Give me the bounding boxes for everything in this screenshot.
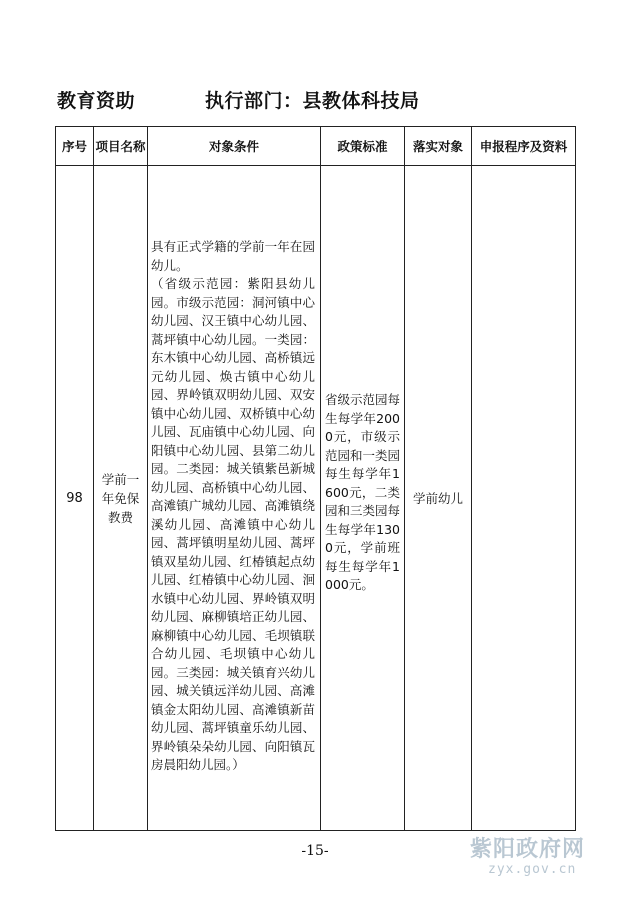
category-title: 教育资助 <box>57 90 136 112</box>
header-standard: 政策标准 <box>321 127 405 166</box>
cell-procedure <box>472 166 576 831</box>
standard-text: 省级示范园每生每学年2000元，市级示范园和一类园每生每学年1600元，二类园和三类园每生每学年1300元，学前班每生每学年1000元。 <box>325 392 401 592</box>
header-no: 序号 <box>56 127 94 166</box>
page-number: -15- <box>301 843 329 859</box>
conditions-text: 具有正式学籍的学前一年在园幼儿。 （省级示范园：紫阳县幼儿园。市级示范园：洞河镇中心幼儿园、汉王镇中心幼儿园、蒿坪镇中心幼儿园。一类园：东木镇中心幼儿园、高桥镇远元幼儿园、焕古镇中心幼儿园、界岭镇双明幼儿园、双安镇中心幼儿园、双桥镇中心幼儿园、瓦庙镇中心幼儿园、向阳镇中心幼儿园、县第二幼儿园。二类园：城关镇紫邑新城幼儿园、高桥镇中心幼儿园、高滩镇广城幼儿园、高滩镇绕溪幼儿园、高滩镇中心幼儿园、蒿坪镇明星幼儿园、蒿坪镇双星幼儿园、红椿镇起点幼儿园、红椿镇中心幼儿园、洄水镇中心幼儿园、界岭镇双明幼儿园、麻柳镇培正幼儿园、麻柳镇中心幼儿园、毛坝镇联合幼儿园、毛坝镇中心幼儿园。三类园：城关镇育兴幼儿园、城关镇远洋幼儿园、高滩镇金太阳幼儿园、高滩镇新苗幼儿园、蒿坪镇童乐幼儿园、界岭镇朵朵幼儿园、向阳镇瓦房晨阳幼儿园。） <box>151 239 315 772</box>
page-heading <box>57 86 420 113</box>
cell-standard <box>321 166 405 831</box>
header-conditions: 对象条件 <box>148 127 321 166</box>
cell-target: 学前幼儿 <box>405 166 472 831</box>
header-procedure: 申报程序及资料 <box>472 127 576 166</box>
table-row <box>56 166 576 831</box>
cell-conditions <box>148 166 321 831</box>
cell-no: 98 <box>56 166 94 831</box>
watermark-url: zyx.gov.cn <box>488 862 577 877</box>
header-target: 落实对象 <box>405 127 472 166</box>
department-title: 执行部门：县教体科技局 <box>205 90 420 112</box>
cell-name: 学前一年免保教费 <box>94 166 148 831</box>
header-name: 项目名称 <box>94 127 148 166</box>
table-header-row <box>56 127 576 166</box>
watermark-site-name: 紫阳政府网 <box>470 837 586 862</box>
policy-table <box>55 126 576 831</box>
